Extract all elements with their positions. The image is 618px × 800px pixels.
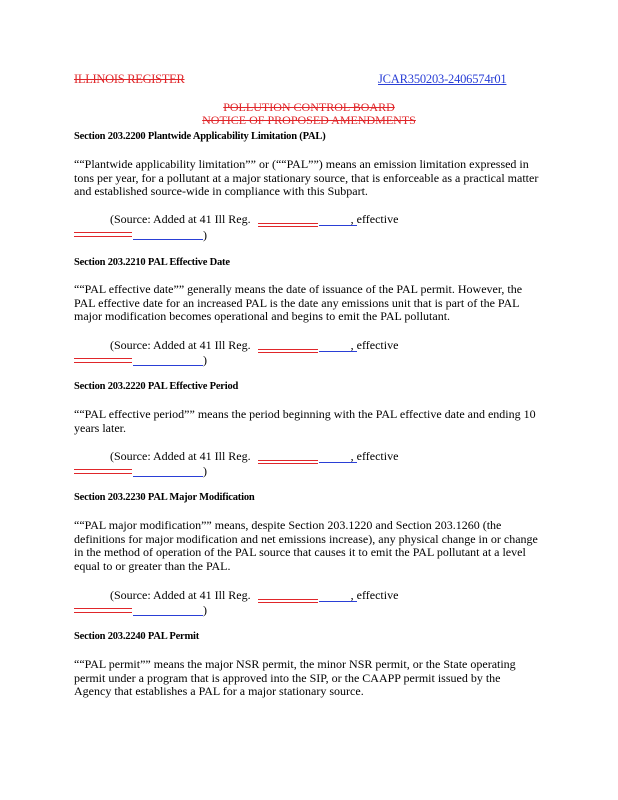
source-close: ) — [203, 464, 207, 478]
source-prefix: (Source: Added at 41 Ill Reg. — [110, 588, 251, 602]
board-name — [0, 101, 618, 127]
definition-paragraph — [74, 658, 594, 699]
paragraph-line: permit under a program that is approved into the SIP, or the CAAPP permit issued by the — [74, 670, 501, 685]
paragraph-line: years later. — [74, 420, 126, 435]
definition-paragraph — [74, 519, 594, 573]
paragraph-line: and established source-wide in compliance with this Subpart. — [74, 184, 368, 198]
source-prefix: (Source: Added at 41 Ill Reg. — [110, 212, 251, 226]
source-prefix: (Source: Added at 41 Ill Reg. — [110, 338, 251, 352]
section-title: Section 203.2240 PAL Permit — [74, 631, 200, 642]
paragraph-line: ““PAL effective date”” generally means the date of issuance of the PAL permit. However, the — [74, 282, 523, 296]
section-title: Section 203.2210 PAL Effective Date — [74, 257, 230, 268]
definition-paragraph — [74, 283, 594, 324]
paragraph-line: ““PAL permit”” means the major NSR permit, the minor NSR permit, or the State operating — [74, 657, 516, 671]
paragraph-line: ““PAL effective period”” means the period beginning with the PAL effective date and ending 10 — [74, 407, 536, 421]
source-effective: , effective — [350, 588, 399, 602]
paragraph-line: tons per year, for a pollutant at a major stationary source, that is enforceable as a practical matter — [74, 170, 539, 185]
register-name: ILLINOIS REGISTER — [74, 72, 185, 86]
paragraph-line: ““Plantwide applicability limitation”” or (““PAL””) means an emission limitation expressed in — [74, 157, 529, 171]
paragraph-line: Agency that establishes a PAL for a major stationary source. — [74, 684, 364, 698]
section-title: Section 203.2200 Plantwide Applicability Limitation (PAL) — [74, 131, 326, 142]
source-effective: , effective — [350, 338, 399, 352]
paragraph-line: PAL effective date for an increased PAL is the date any emissions unit that is part of the PAL — [74, 295, 520, 310]
source-close: ) — [203, 353, 207, 367]
paragraph-line: definitions for major modification and net emissions increase), any physical change in or change — [74, 531, 538, 546]
source-effective: , effective — [350, 449, 399, 463]
board-title: POLLUTION CONTROL BOARD — [223, 100, 395, 114]
paragraph-line: equal to or greater than the PAL. — [74, 558, 231, 573]
definition-paragraph — [74, 158, 594, 199]
source-prefix: (Source: Added at 41 Ill Reg. — [110, 449, 251, 463]
paragraph-line: major modification becomes operational and begins to emit the PAL pollutant. — [74, 309, 451, 323]
section-title: Section 203.2230 PAL Major Modification — [74, 492, 255, 503]
source-close: ) — [203, 228, 207, 242]
source-effective: , effective — [350, 212, 399, 226]
paragraph-line: in the method of operation of the PAL source that causes it to emit the PAL pollutant at a level — [74, 545, 526, 559]
definition-paragraph — [74, 408, 594, 435]
section-title: Section 203.2220 PAL Effective Period — [74, 381, 239, 392]
source-close: ) — [203, 603, 207, 617]
paragraph-line: ““PAL major modification”” means, despite Section 203.1220 and Section 203.1260 (the — [74, 518, 502, 532]
notice-title: NOTICE OF PROPOSED AMENDMENTS — [202, 113, 416, 127]
document-code: JCAR350203-2406574r01 — [378, 72, 507, 86]
